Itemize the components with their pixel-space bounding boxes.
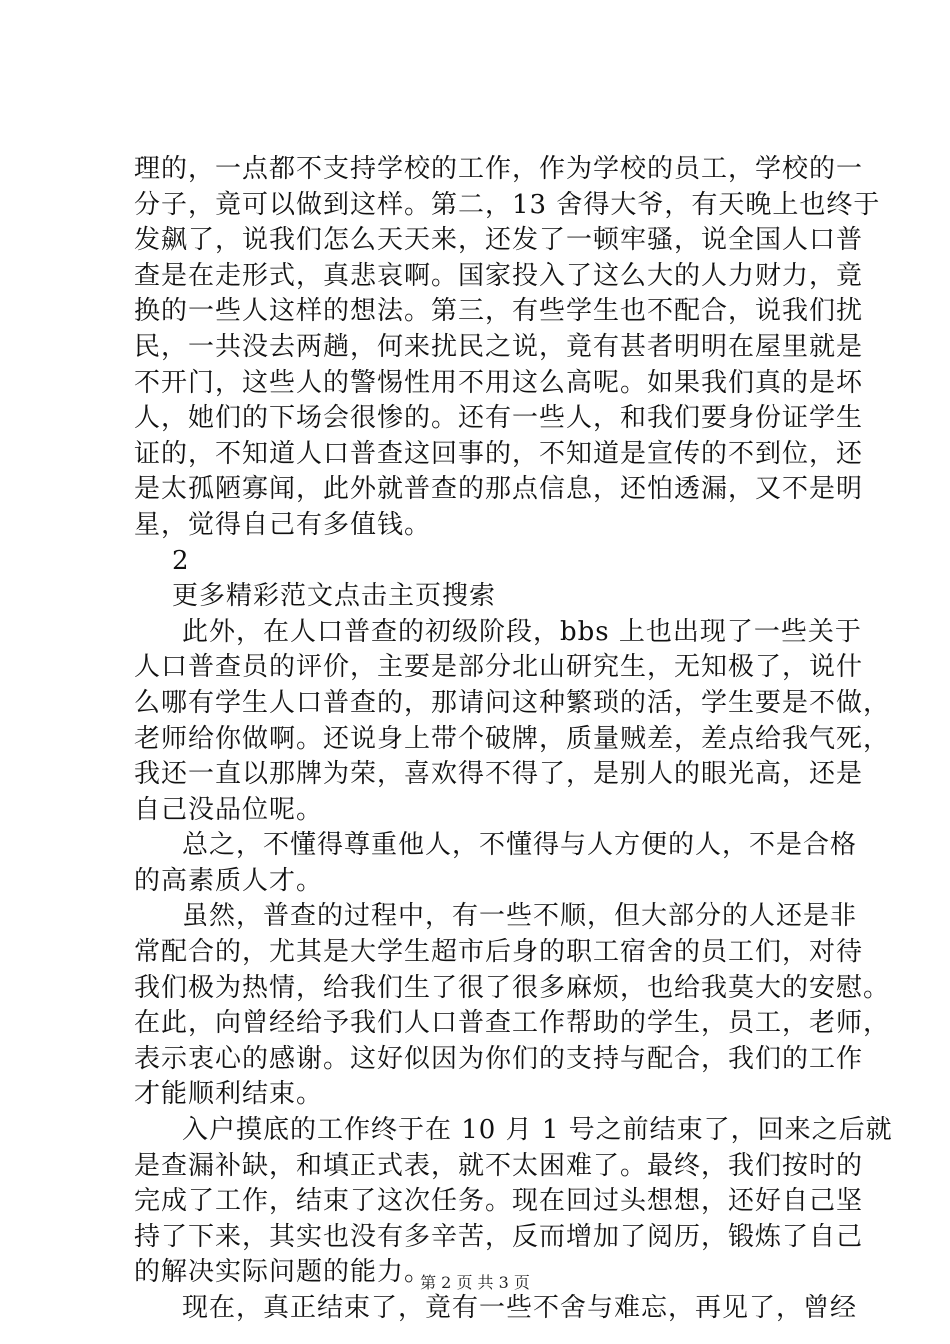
text-line: 查是在走形式，真悲哀啊。国家投入了这么大的人力财力，竟 [134, 260, 864, 291]
text-line: 的解决实际问题的能力。 [134, 1257, 432, 1288]
text-line: 才能顺利结束。 [134, 1079, 324, 1110]
promo-line: 更多精彩范文点击主页搜索 [172, 581, 497, 612]
text-line: 老师给你做啊。还说身上带个破牌，质量贼差，差点给我气死， [134, 723, 891, 754]
text-line: 理的，一点都不支持学校的工作，作为学校的员工，学校的一 [134, 154, 864, 184]
text-line: 自己没品位呢。 [134, 794, 324, 825]
text-line: 换的一些人这样的想法。第三，有些学生也不配合，说我们扰 [134, 296, 864, 327]
paragraph-start: 现在，真正结束了，竟有一些不舍与难忘，再见了，曾经 [182, 1293, 858, 1323]
text-line: 人口普查员的评价，主要是部分北山研究生，无知极了，说什 [134, 652, 864, 683]
text-line: 我还一直以那牌为荣，喜欢得不得了，是别人的眼光高，还是 [134, 759, 864, 790]
text-line: 星，觉得自己有多值钱。 [134, 509, 432, 540]
page-number-marker: 2 [172, 545, 190, 576]
text-line: 常配合的，尤其是大学生超市后身的职工宿舍的员工们，对待 [134, 937, 864, 968]
text-line: 是太孤陋寡闻，此外就普查的那点信息，还怕透漏，又不是明 [134, 474, 864, 505]
text-line: 我们极为热情，给我们生了很了很多麻烦，也给我莫大的安慰。 [134, 972, 891, 1003]
text-line: 完成了工作，结束了这次任务。现在回过头想想，还好自己坚 [134, 1186, 864, 1217]
text-line: 持了下来，其实也没有多辛苦，反而增加了阅历，锻炼了自己 [134, 1221, 864, 1252]
text-line: 分子，竟可以做到这样。第二，13 舍得大爷，有天晚上也终于 [134, 189, 881, 220]
paragraph-start: 入户摸底的工作终于在 10 月 1 号之前结束了，回来之后就 [182, 1115, 893, 1146]
page-footer [0, 1270, 950, 1293]
paragraph-start: 此外，在人口普查的初级阶段，bbs 上也出现了一些关于 [182, 616, 862, 647]
text-line: 在此，向曾经给予我们人口普查工作帮助的学生，员工，老师， [134, 1008, 891, 1039]
text-line: 人，她们的下场会很惨的。还有一些人，和我们要身份证学生 [134, 403, 864, 434]
paragraph-start: 总之，不懂得尊重他人，不懂得与人方便的人，不是合格 [182, 830, 858, 861]
text-line: 表示衷心的感谢。这好似因为你们的支持与配合，我们的工作 [134, 1043, 864, 1074]
text-line: 发飙了，说我们怎么天天来，还发了一顿牢骚，说全国人口普 [134, 225, 864, 256]
text-line: 么哪有学生人口普查的，那请问这种繁琐的活，学生要是不做， [134, 687, 891, 718]
text-line: 的高素质人才。 [134, 865, 324, 896]
paragraph-start: 虽然，普查的过程中，有一些不顺，但大部分的人还是非 [182, 901, 858, 932]
text-line: 不开门，这些人的警惕性用不用这么高呢。如果我们真的是坏 [134, 367, 864, 398]
text-line: 证的，不知道人口普查这回事的，不知道是宣传的不到位，还 [134, 438, 864, 469]
page-indicator: 第 2 页 共 3 页 [420, 1273, 530, 1292]
document-body [134, 152, 893, 1327]
text-line: 是查漏补缺，和填正式表，就不太困难了。最终，我们按时的 [134, 1150, 864, 1181]
text-line: 民，一共没去两趟，何来扰民之说，竟有甚者明明在屋里就是 [134, 331, 864, 362]
